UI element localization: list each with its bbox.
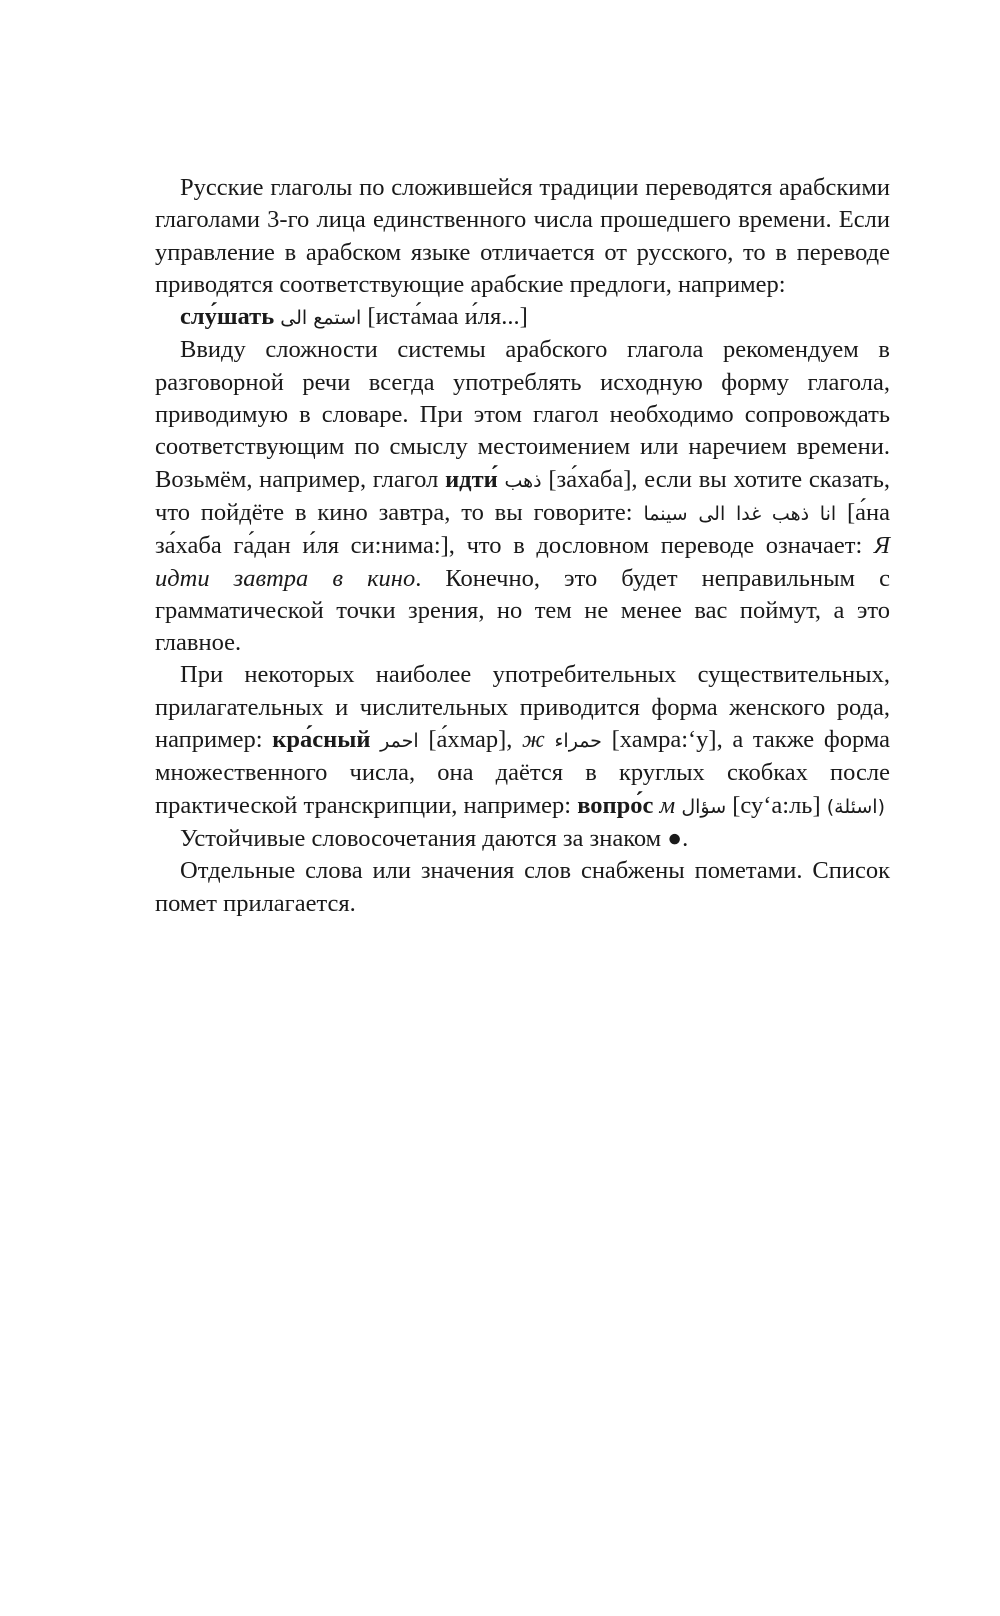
paragraph-verbs-intro-text: Русские глаголы по сложившейся традиции переводятся арабскими глаголами 3-го лица единственного числа прошедшего времени. Если управление в арабском языке отличается от русского, то в переводе приводятся соответствующие арабские предлоги, например:	[155, 174, 890, 298]
headword: вопро́с	[577, 791, 654, 819]
paragraph-text: Устойчивые словосочетания даются за знаком ●.	[180, 824, 689, 852]
paragraph-gender-number	[155, 659, 890, 822]
transcription: [хамра:‘у],	[611, 726, 723, 754]
transcription: [су‘а:ль]	[732, 791, 821, 819]
example-entry-listen	[155, 301, 890, 334]
headword: идти́	[445, 465, 498, 493]
paragraph-text: а также форма множественного числа, она даётся в круглых скобках после практической транскрипции, например:	[155, 726, 891, 819]
transcription: [за́хаба],	[548, 465, 638, 493]
paragraph-text: При некоторых наиболее употребительных существительных, прилагательных и числительных приводится форма женского рода, например:	[155, 661, 890, 754]
paragraph-text: Отдельные слова или значения слов снабжены пометами. Список помет прилагается.	[155, 857, 890, 917]
arabic-plural: (اسئلة)	[826, 795, 885, 818]
arabic-text: استمع الى	[280, 307, 362, 330]
headword: кра́сный	[272, 726, 371, 754]
arabic-text: سؤال	[681, 795, 727, 818]
gender-mark-feminine: ж	[522, 726, 545, 754]
transcription: [иста́маа и́ля...]	[367, 303, 528, 331]
literal-translation: Я идти завтра в кино	[155, 532, 891, 592]
arabic-text: ذهب	[504, 469, 542, 492]
paragraph-text: Ввиду сложности системы арабского глагола рекомендуем в разговорной речи всегда употреблять исходную форму глагола, приводимую в словаре. При этом глагол необходимо сопровождать соответствующим по смыслу местоимением или наречием времени. Возьмём, например, глагол	[155, 336, 890, 493]
paragraph-idioms	[155, 823, 890, 855]
transcription: [а́на за́хаба га́дан и́ля си:нима:],	[155, 498, 891, 560]
arabic-text: حمراء	[554, 730, 602, 753]
paragraph-labels	[155, 855, 890, 920]
gender-mark-masculine: м	[659, 791, 676, 819]
paragraph-verb-usage	[155, 334, 890, 659]
arabic-text: احمر	[380, 730, 419, 753]
paragraph-text: . Конечно, это будет неправильным с грамматической точки зрения, но тем не менее вас поймут, а это главное.	[155, 564, 890, 657]
paragraph-text: если вы хотите сказать, что пойдёте в кино завтра, то вы говорите:	[155, 465, 891, 526]
arabic-phrase: انا ذهب غدا الى سينما	[643, 502, 837, 525]
paragraph-verbs-intro	[155, 172, 890, 301]
text-body	[155, 172, 890, 920]
paragraph-text: что в дословном переводе означает:	[466, 532, 863, 560]
transcription: [а́хмар],	[428, 726, 513, 754]
headword: слу́шать	[180, 303, 275, 331]
